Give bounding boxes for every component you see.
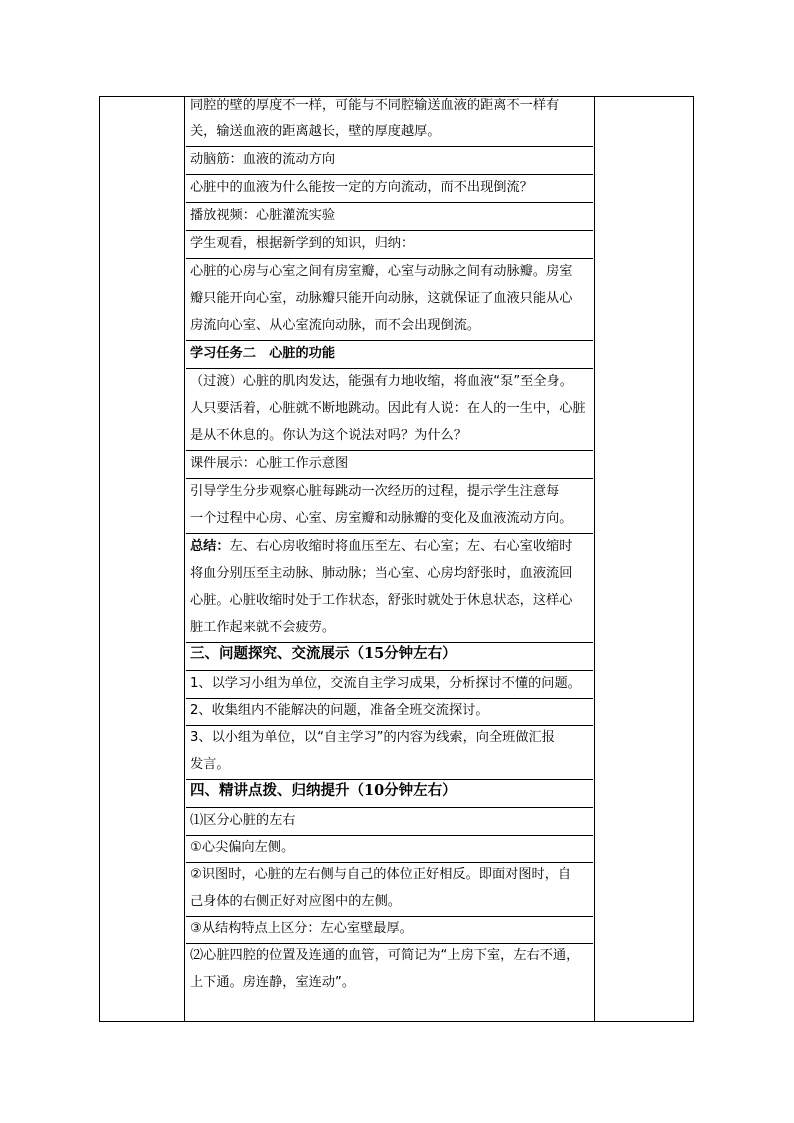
observe-text: 学生观看，根据新学到的知识，归纳：	[190, 236, 415, 251]
row-rule	[186, 807, 593, 808]
video-text: 播放视频：心脏灌流实验	[190, 208, 336, 223]
paragraph-line: 将血分别压至主动脉、肺动脉；当心室、心房均舒张时，血液流回	[190, 566, 573, 581]
list-item: 2、收集组内不能解决的问题，准备全班交流探讨。	[190, 703, 489, 718]
paragraph-line: 脏工作起来就不会疲劳。	[190, 620, 336, 635]
think-heading: 动脑筋：血液的流动方向	[190, 152, 336, 167]
row-rule	[186, 835, 593, 836]
row-rule	[186, 943, 593, 944]
summary-line	[190, 538, 572, 556]
row-rule	[186, 642, 593, 643]
paragraph-line: 瓣只能开向心室，动脉瓣只能开向动脉，这就保证了血液只能从心	[190, 291, 573, 306]
row-rule	[186, 202, 593, 203]
row-rule	[186, 450, 593, 451]
paragraph-line: （过渡）心脏的肌肉发达，能强有力地收缩，将血液“泵”至全身。	[190, 374, 573, 389]
list-item: 发言。	[190, 757, 230, 772]
summary-text: 左、右心房收缩时将血压至左、右心室；左、右心室收缩时	[229, 539, 573, 554]
paragraph-line: 人只要活着，心脏就不断地跳动。因此有人说：在人的一生中，心脏	[190, 401, 586, 416]
row-rule	[186, 340, 593, 341]
list-item: 上下通。房连静，室连动”。	[190, 975, 356, 990]
row-rule	[186, 478, 593, 479]
paragraph-line: 关，输送血液的距离越长，壁的厚度越厚。	[190, 124, 441, 139]
row-rule	[186, 916, 593, 917]
list-item: 1、以学习小组为单位，交流自主学习成果，分析探讨不懂的问题。	[190, 676, 581, 691]
row-rule	[186, 146, 593, 147]
list-item: ⑴区分心脏的左右	[190, 813, 296, 828]
lesson-table	[99, 96, 694, 1022]
paragraph-line: 房流向心室、从心室流向动脉，而不会出现倒流。	[190, 318, 481, 333]
paragraph-line: 心脏。心脏收缩时处于工作状态，舒张时就处于休息状态，这样心	[190, 593, 573, 608]
question-text: 心脏中的血液为什么能按一定的方向流动，而不出现倒流？	[190, 180, 533, 195]
row-rule	[186, 698, 593, 699]
row-rule	[186, 230, 593, 231]
column-divider-right	[594, 97, 595, 1021]
courseware-text: 课件展示：心脏工作示意图	[190, 456, 349, 471]
paragraph-line: 一个过程中心房、心室、房室瓣和动脉瓣的变化及血液流动方向。	[190, 511, 573, 526]
list-item: ①心尖偏向左侧。	[190, 840, 295, 855]
list-item: ③从结构特点上区分：左心室壁最厚。	[190, 921, 413, 936]
row-rule	[186, 533, 593, 534]
row-rule	[186, 258, 593, 259]
section-heading: 三、问题探究、交流展示（15分钟左右）	[190, 645, 457, 662]
row-rule	[186, 725, 593, 726]
row-rule	[186, 368, 593, 369]
row-rule	[186, 779, 593, 780]
column-divider-left	[184, 97, 185, 1021]
paragraph-line: 引导学生分步观察心脏每跳动一次经历的过程，提示学生注意每	[190, 484, 560, 499]
list-item: ⑵心脏四腔的位置及连通的血管，可简记为“上房下室，左右不通，	[190, 948, 580, 963]
summary-label: 总结：	[190, 539, 230, 554]
task-heading: 学习任务二 心脏的功能	[190, 346, 336, 361]
row-rule	[186, 862, 593, 863]
section-heading: 四、精讲点拨、归纳提升（10分钟左右）	[190, 782, 457, 799]
paragraph-line: 是从不休息的。你认为这个说法对吗？为什么？	[190, 428, 467, 443]
row-rule	[186, 174, 593, 175]
row-rule	[186, 670, 593, 671]
list-item: ②识图时，心脏的左右侧与自己的体位正好相反。即面对图时，自	[190, 867, 572, 882]
paragraph-line: 心脏的心房与心室之间有房室瓣，心室与动脉之间有动脉瓣。房室	[190, 264, 573, 279]
list-item: 己身体的右侧正好对应图中的左侧。	[190, 894, 401, 909]
list-item: 3、以小组为单位，以“自主学习”的内容为线索，向全班做汇报	[190, 730, 555, 745]
paragraph-line: 同腔的壁的厚度不一样，可能与不同腔输送血液的距离不一样有	[190, 98, 560, 113]
